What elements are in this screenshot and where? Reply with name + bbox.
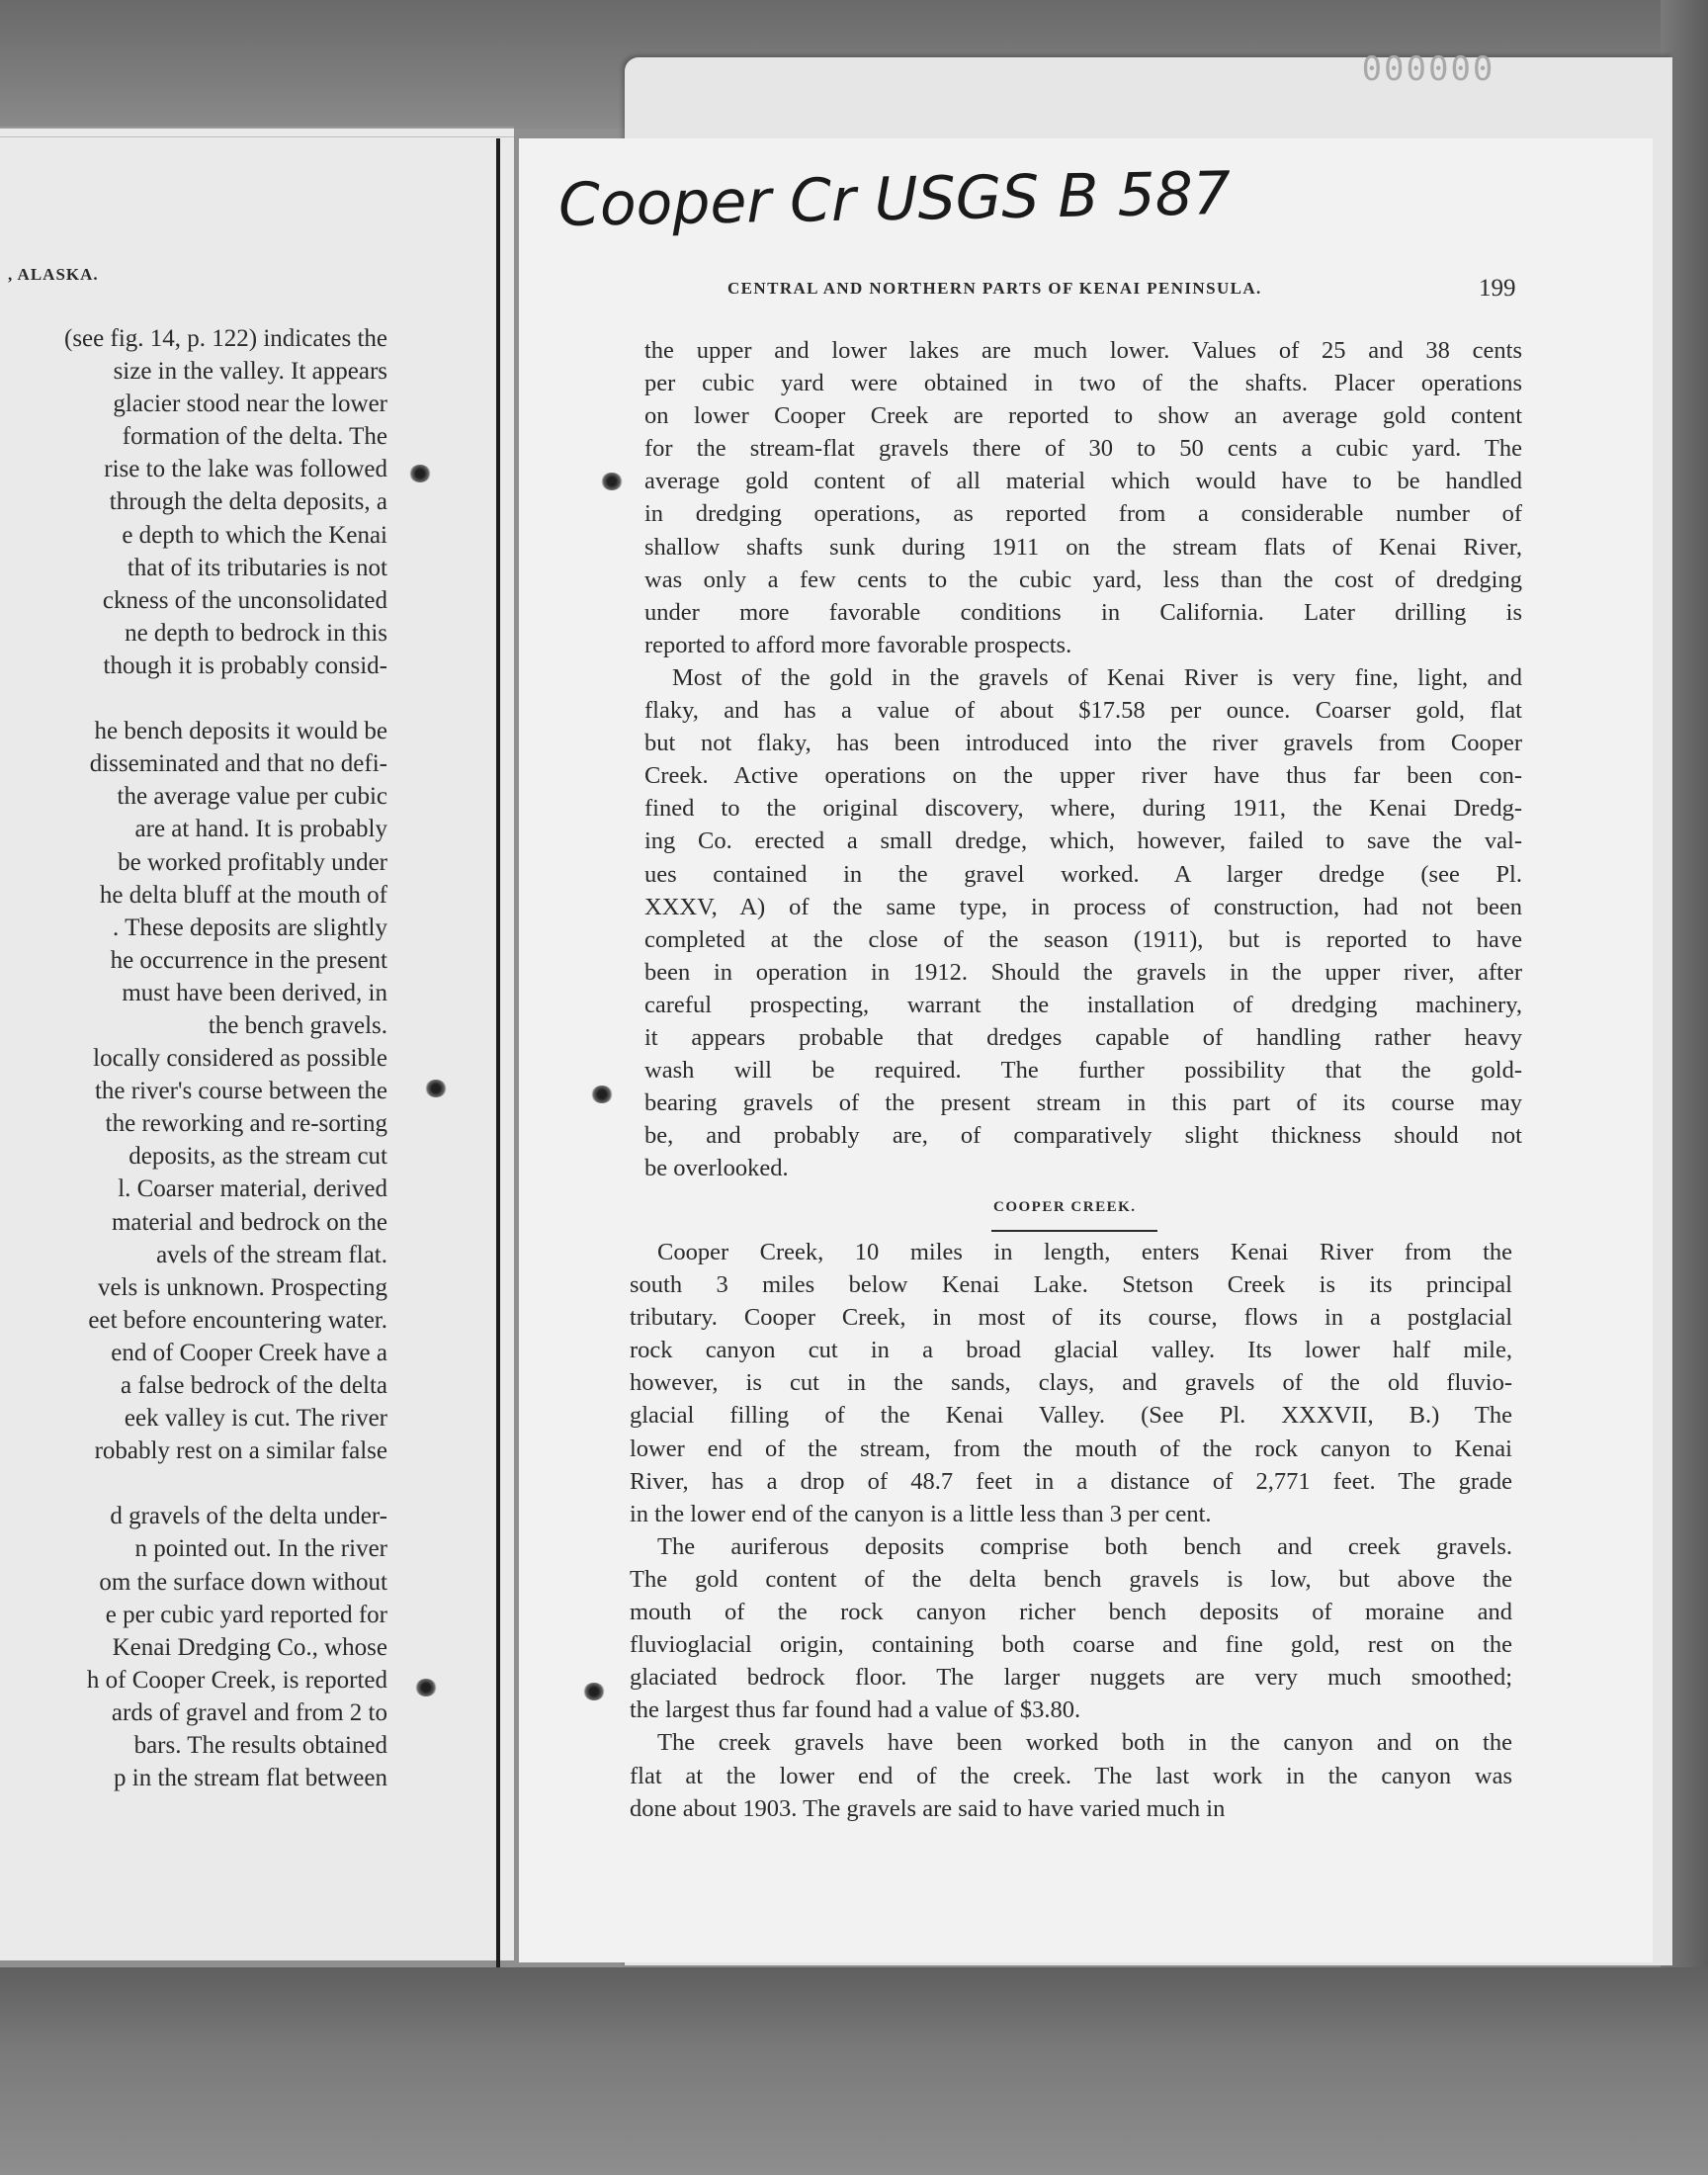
text-line: formation of the delta. The (122, 423, 387, 451)
text-line: are at hand. It is probably (134, 816, 387, 843)
text-line: The gold content of the delta bench gravels is low, but above the (630, 1565, 1512, 1593)
text-line: a false bedrock of the delta (120, 1372, 387, 1399)
left-running-head: , ALASKA. (8, 265, 99, 284)
text-line: (see fig. 14, p. 122) indicates the (64, 325, 387, 352)
section-heading: COOPER CREEK. (993, 1199, 1137, 1215)
text-line: e depth to which the Kenai (122, 521, 387, 549)
text-line: material and bedrock on the (111, 1208, 387, 1236)
text-line: in dredging operations, as reported from a considerable number of (644, 500, 1522, 528)
text-line: fluvioglacial origin, containing both coarse and fine gold, rest on the (630, 1631, 1512, 1659)
text-line: River, has a drop of 48.7 feet in a distance of 2,771 feet. The grade (630, 1467, 1512, 1495)
text-line: Most of the gold in the gravels of Kenai River is very fine, light, and (672, 663, 1522, 691)
text-line: avels of the stream flat. (156, 1241, 387, 1268)
text-line: size in the valley. It appears (113, 358, 387, 386)
text-line: was only a few cents to the cubic yard, less than the cost of dredging (644, 566, 1522, 593)
text-line: rise to the lake was followed (104, 456, 387, 483)
text-line: h of Cooper Creek, is reported (86, 1666, 387, 1694)
page-number: 199 (1479, 275, 1516, 302)
text-line: be, and probably are, of comparatively slight thickness should not (644, 1122, 1522, 1150)
text-line: fined to the original discovery, where, during 1911, the Kenai Dredg- (644, 795, 1522, 823)
text-line: the bench gravels. (208, 1011, 387, 1039)
text-line: he bench deposits it would be (94, 718, 387, 745)
text-line: . These deposits are slightly (113, 914, 387, 941)
text-line: e per cubic yard reported for (105, 1601, 387, 1628)
text-line: he occurrence in the present (110, 946, 387, 974)
text-line: robably rest on a similar false (94, 1437, 387, 1465)
page-edge (0, 127, 514, 137)
text-line: but not flaky, has been introduced into the river gravels from Cooper (644, 730, 1522, 757)
corner-stamp: 000000 (1361, 49, 1495, 89)
text-line: glacier stood near the lower (113, 391, 387, 418)
punch-hole (409, 465, 431, 482)
text-line: eek valley is cut. The river (124, 1405, 387, 1433)
handwritten-note: Cooper Cr USGS B 587 (557, 158, 1232, 240)
punch-hole (601, 473, 623, 490)
text-line: the river's course between the (94, 1078, 387, 1105)
text-line: tributary. Cooper Creek, in most of its course, flows in a postglacial (630, 1304, 1512, 1332)
text-line: flaky, and has a value of about $17.58 per ounce. Coarser gold, flat (644, 697, 1522, 725)
punch-hole (583, 1683, 605, 1700)
text-line: XXXV, A) of the same type, in process of construction, had not been (644, 893, 1522, 920)
text-line: shallow shafts sunk during 1911 on the stream flats of Kenai River, (644, 533, 1522, 561)
text-line: bars. The results obtained (133, 1732, 387, 1760)
body-text-lower (630, 1236, 1512, 1825)
text-line (0, 682, 387, 715)
text-line: rock canyon cut in a broad glacial valley. Its lower half mile, (630, 1337, 1512, 1364)
text-line: n pointed out. In the river (134, 1535, 387, 1563)
text-line: reported to afford more favorable prospects. (644, 631, 1072, 658)
text-line: south 3 miles below Kenai Lake. Stetson Creek is its principal (630, 1271, 1512, 1299)
text-line: through the delta deposits, a (109, 488, 387, 516)
text-line: end of Cooper Creek have a (111, 1339, 387, 1366)
text-line: flat at the lower end of the creek. The last work in the canyon was (630, 1762, 1512, 1789)
running-head: CENTRAL AND NORTHERN PARTS OF KENAI PENINSULA. (727, 279, 1262, 298)
text-line: wash will be required. The further possibility that the gold- (644, 1057, 1522, 1085)
text-line: vels is unknown. Prospecting (97, 1273, 387, 1301)
punch-hole (415, 1679, 437, 1696)
text-line: Creek. Active operations on the upper river have thus far been con- (644, 762, 1522, 790)
text-line: average gold content of all material which would have to be handled (644, 468, 1522, 495)
text-line: The auriferous deposits comprise both bench and creek gravels. (657, 1532, 1512, 1560)
text-line: bearing gravels of the present stream in this part of its course may (644, 1089, 1522, 1117)
left-page-text (0, 322, 387, 1794)
text-line: ues contained in the gravel worked. A larger dredge (see Pl. (644, 860, 1522, 888)
text-line: glacial filling of the Kenai Valley. (See Pl. XXXVII, B.) The (630, 1402, 1512, 1430)
text-line: Kenai Dredging Co., whose (112, 1633, 387, 1661)
text-line: per cubic yard were obtained in two of the shafts. Placer operations (644, 370, 1522, 397)
text-line: the largest thus far found had a value of $3.80. (630, 1696, 1081, 1724)
text-line: om the surface down without (99, 1568, 387, 1596)
text-line: on lower Cooper Creek are reported to show an average gold content (644, 402, 1522, 430)
text-line: the reworking and re-sorting (105, 1110, 387, 1138)
punch-hole (425, 1080, 447, 1097)
text-line: The creek gravels have been worked both in the canyon and on the (657, 1729, 1512, 1757)
text-line: in the lower end of the canyon is a little less than 3 per cent. (630, 1500, 1212, 1527)
text-line: l. Coarser material, derived (118, 1175, 387, 1203)
text-line: the upper and lower lakes are much lower. Values of 25 and 38 cents (644, 337, 1522, 364)
text-line: however, is cut in the sands, clays, and gravels of the old fluvio- (630, 1369, 1512, 1397)
text-line: glaciated bedrock floor. The larger nuggets are very much smoothed; (630, 1664, 1512, 1692)
text-line: it appears probable that dredges capable of handling rather heavy (644, 1023, 1522, 1051)
text-line: must have been derived, in (122, 979, 387, 1006)
text-line: p in the stream flat between (114, 1765, 387, 1792)
section-heading-rule (991, 1230, 1157, 1232)
scan-background-bottom (0, 1967, 1708, 2175)
text-line: that of its tributaries is not (127, 554, 387, 581)
text-line: for the stream-flat gravels there of 30 to 50 cents a cubic yard. The (644, 435, 1522, 463)
text-line: ckness of the unconsolidated (102, 586, 387, 614)
text-line: mouth of the rock canyon richer bench deposits of moraine and (630, 1599, 1512, 1626)
text-line: been in operation in 1912. Should the gravels in the upper river, after (644, 958, 1522, 986)
text-line: eet before encountering water. (88, 1306, 387, 1334)
text-line: ing Co. erected a small dredge, which, however, failed to save the val- (644, 827, 1522, 855)
text-line: the average value per cubic (117, 783, 387, 811)
text-line: be overlooked. (644, 1155, 789, 1182)
text-line: ards of gravel and from 2 to (111, 1698, 387, 1726)
text-line: be worked profitably under (118, 848, 387, 876)
text-line: disseminated and that no defi- (89, 750, 387, 778)
text-line: locally considered as possible (93, 1045, 387, 1073)
text-line: lower end of the stream, from the mouth of the rock canyon to Kenai (630, 1435, 1512, 1462)
text-line: under more favorable conditions in California. Later drilling is (644, 598, 1522, 626)
text-line: though it is probably consid- (103, 652, 387, 679)
text-line: completed at the close of the season (1911), but is reported to have (644, 925, 1522, 953)
text-line (0, 1467, 387, 1500)
text-line: ne depth to bedrock in this (125, 619, 387, 647)
text-line: careful prospecting, warrant the installation of dredging machinery, (644, 991, 1522, 1018)
text-line: he delta bluff at the mouth of (99, 881, 387, 909)
text-line: d gravels of the delta under- (110, 1503, 387, 1530)
punch-hole (591, 1086, 613, 1103)
text-line: done about 1903. The gravels are said to have varied much in (630, 1794, 1226, 1822)
text-line: Cooper Creek, 10 miles in length, enters Kenai River from the (657, 1239, 1512, 1265)
body-text-upper (644, 334, 1522, 1184)
left-page (0, 127, 514, 1960)
text-line: deposits, as the stream cut (128, 1143, 387, 1171)
binding-gutter (496, 138, 500, 1967)
